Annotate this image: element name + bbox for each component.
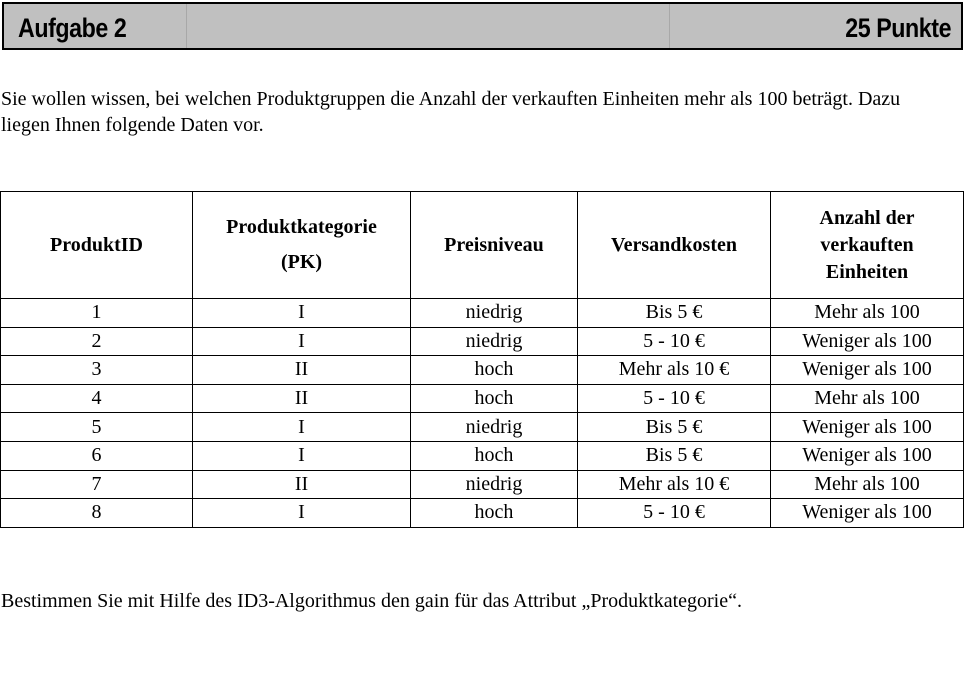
header-anzahl-label: Anzahl der verkauften Einheiten [819,206,915,283]
cell-produktkategorie: II [193,384,411,413]
header-versandkosten: Versandkosten [578,192,771,299]
cell-preisniveau: niedrig [411,299,578,328]
cell-versandkosten: Bis 5 € [578,441,771,470]
cell-preisniveau: hoch [411,356,578,385]
cell-produktid: 4 [1,384,193,413]
cell-anzahl: Mehr als 100 [771,299,964,328]
cell-produktid: 1 [1,299,193,328]
header-preisniveau: Preisniveau [411,192,578,299]
header-divider [186,4,187,48]
cell-produktkategorie: II [193,356,411,385]
cell-preisniveau: niedrig [411,327,578,356]
header-divider [669,4,670,48]
table-row [1,356,964,385]
cell-anzahl: Weniger als 100 [771,413,964,442]
table-row [1,327,964,356]
table-row [1,384,964,413]
cell-produktid: 2 [1,327,193,356]
cell-preisniveau: niedrig [411,470,578,499]
header-produktkategorie-abbr: (PK) [280,251,323,273]
cell-anzahl: Weniger als 100 [771,356,964,385]
task-header-bar [2,2,963,50]
task-instruction: Bestimmen Sie mit Hilfe des ID3-Algorithmus den gain für das Attribut „Produktkategorie“. [1,590,742,612]
task-points: 25 Punkte [845,13,951,43]
cell-versandkosten: Mehr als 10 € [578,356,771,385]
cell-produktid: 5 [1,413,193,442]
cell-preisniveau: hoch [411,499,578,528]
cell-produktkategorie: I [193,327,411,356]
cell-preisniveau: niedrig [411,413,578,442]
table-row [1,413,964,442]
table-row [1,470,964,499]
cell-produktid: 7 [1,470,193,499]
table-row [1,441,964,470]
cell-produktid: 3 [1,356,193,385]
cell-anzahl: Weniger als 100 [771,327,964,356]
cell-produktkategorie: I [193,499,411,528]
cell-produktkategorie: II [193,470,411,499]
header-produktkategorie [193,192,411,299]
table-row [1,299,964,328]
cell-versandkosten: Bis 5 € [578,413,771,442]
cell-anzahl: Mehr als 100 [771,384,964,413]
cell-produktid: 6 [1,441,193,470]
cell-preisniveau: hoch [411,384,578,413]
cell-produktkategorie: I [193,441,411,470]
cell-versandkosten: Mehr als 10 € [578,470,771,499]
cell-anzahl: Weniger als 100 [771,441,964,470]
table-row [1,499,964,528]
cell-produktkategorie: I [193,299,411,328]
header-produktkategorie-label: Produktkategorie [226,216,377,238]
cell-produktkategorie: I [193,413,411,442]
cell-anzahl: Weniger als 100 [771,499,964,528]
cell-produktid: 8 [1,499,193,528]
cell-versandkosten: 5 - 10 € [578,327,771,356]
cell-preisniveau: hoch [411,441,578,470]
cell-versandkosten: 5 - 10 € [578,384,771,413]
header-anzahl-einheiten [771,192,964,299]
product-data-table [0,191,964,528]
table-header-row [1,192,964,299]
cell-anzahl: Mehr als 100 [771,470,964,499]
intro-paragraph: Sie wollen wissen, bei welchen Produktgruppen die Anzahl der verkauften Einheiten mehr als 100 beträgt. Dazu liegen Ihnen folgende Daten vor. [1,88,901,136]
header-produktid: ProduktID [1,192,193,299]
cell-versandkosten: 5 - 10 € [578,499,771,528]
task-title: Aufgabe 2 [18,13,127,43]
cell-versandkosten: Bis 5 € [578,299,771,328]
